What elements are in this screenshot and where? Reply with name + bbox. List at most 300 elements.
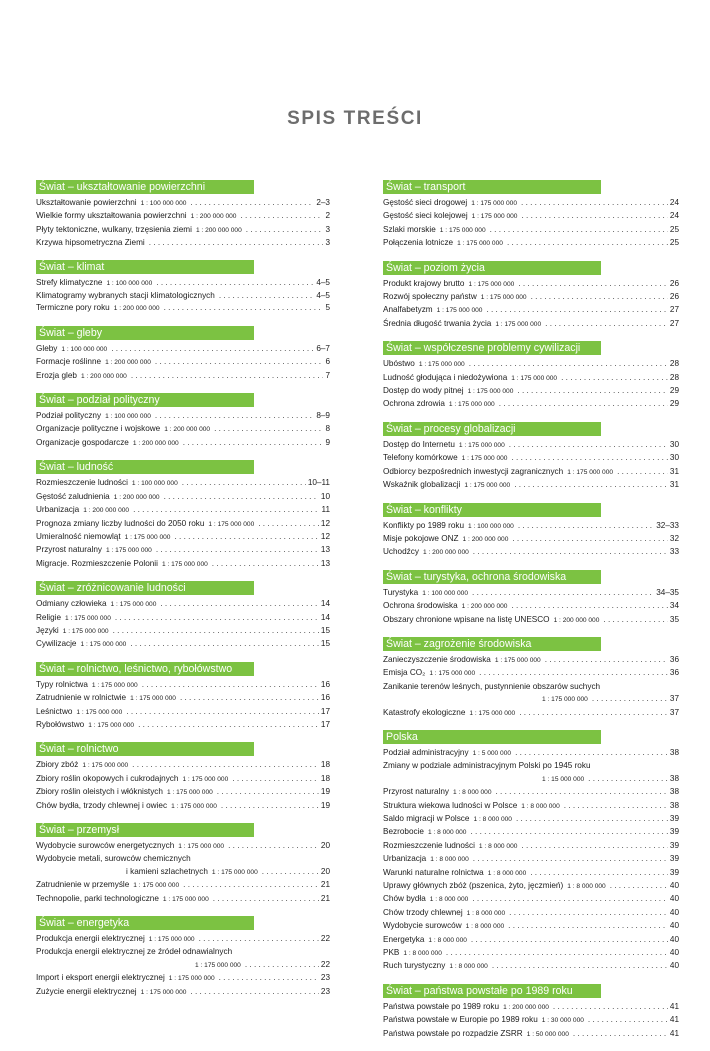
toc-entry[interactable] [36,946,330,958]
toc-entry[interactable] [383,907,679,920]
toc-entry[interactable] [383,533,679,546]
section-header[interactable]: Świat – turystyka, ochrona środowiska [383,570,601,584]
entry-title: Leśnictwo [36,706,73,716]
entry-scale: 1 : 175 000 000 [65,614,111,622]
toc-section [36,326,330,383]
toc-entry[interactable] [36,491,330,504]
dot-leader [592,693,668,705]
toc-section [36,823,330,906]
toc-entry[interactable] [36,679,330,692]
dot-leader [262,866,319,878]
dot-leader [132,759,319,771]
toc-entry[interactable] [383,439,679,452]
toc-entry[interactable] [36,370,330,383]
entry-page-number: 14 [320,612,330,622]
toc-entry[interactable] [36,210,330,223]
entry-page-number: 12 [320,518,330,528]
entry-scale: 1 : 175 000 000 [211,868,258,876]
dot-leader [149,237,324,249]
entry-title: Ochrona środowiska [383,601,458,611]
toc-entry[interactable] [36,423,330,436]
dot-leader [473,853,668,865]
toc-section [383,984,679,1041]
toc-column-right [383,180,679,1051]
entry-title: Państwa powstałe po rozpadzie ZSRR [383,1028,523,1038]
entry-scale: 1 : 8 000 000 [487,869,527,877]
toc-entry[interactable] [36,719,330,732]
entry-title: Struktura wiekowa ludności w Polsce [383,800,518,810]
toc-entry[interactable] [383,813,679,826]
entry-scale: 1 : 200 000 000 [195,226,242,234]
toc-entry-list [36,759,330,813]
toc-entry[interactable] [36,853,330,865]
section-header[interactable]: Świat – gleby [36,326,254,340]
dot-leader [155,410,314,422]
entry-scale: 1 : 175 000 000 [110,601,157,609]
toc-entry[interactable] [383,840,679,853]
entry-scale: 1 : 200 000 000 [422,549,469,557]
entry-page-number: 12 [320,531,330,541]
entry-scale: 1 : 200 000 000 [461,603,508,611]
toc-entry-list [36,197,330,250]
entry-title: Ubóstwo [383,359,415,369]
dot-leader [164,491,319,503]
entry-title: Zanikanie terenów leśnych, pustynnienie obszarów suchych [383,681,601,691]
toc-entry[interactable] [36,800,330,813]
toc-entry[interactable] [383,1001,679,1014]
entry-page-number: 40 [669,948,679,958]
toc-entry[interactable] [36,759,330,772]
toc-section [383,730,679,974]
entry-scale: 1 : 175 000 000 [458,441,505,449]
toc-entry[interactable] [383,826,679,839]
entry-page-number: 3 [325,224,330,234]
dot-leader [479,667,668,679]
toc-entry[interactable] [36,986,330,999]
toc-entry[interactable] [383,385,679,398]
entry-page-number: 27 [669,318,679,328]
dot-leader [495,786,667,798]
toc-entry[interactable] [383,893,679,906]
toc-entry[interactable] [383,614,679,627]
entry-page-number: 20 [320,841,330,850]
toc-section [36,460,330,571]
entry-title: Ukształtowanie powierzchni [36,198,137,207]
toc-entry[interactable] [36,866,330,879]
entry-scale: 1 : 175 000 000 [140,988,187,996]
entry-page-number: 26 [669,292,679,302]
toc-entry[interactable] [36,558,330,571]
toc-entry[interactable] [383,358,679,371]
dot-leader [446,947,668,959]
entry-scale: 1 : 175 000 000 [461,455,508,463]
toc-entry[interactable] [36,706,330,719]
entry-title: Telefony komórkowe [383,453,458,463]
entry-title: Warunki naturalne rolnictwa [383,867,484,877]
toc-entry[interactable] [383,920,679,933]
entry-scale: 1 : 175 000 000 [168,975,215,983]
toc-entry[interactable] [36,237,330,249]
dot-leader [190,986,318,998]
toc-entry[interactable] [383,880,679,893]
dot-leader [115,612,319,624]
dot-leader [174,531,318,543]
toc-entry[interactable] [383,210,679,223]
toc-entry[interactable] [383,304,679,317]
entry-title: Rozmieszczenie ludności [36,478,128,488]
toc-entry[interactable] [383,520,679,533]
dot-leader [199,933,319,945]
dot-leader [182,477,306,489]
toc-entry[interactable] [36,692,330,705]
entry-page-number: 10–11 [307,478,330,488]
entry-title: Obszary chronione wpisane na listę UNESCO [383,614,550,624]
toc-entry[interactable] [383,1028,679,1041]
toc-entry[interactable] [383,667,679,680]
entry-page-number: 16 [320,679,330,689]
entry-title: Odbiorcy bezpośrednich inwestycji zagranicznych [383,466,564,476]
entry-page-number: 14 [320,599,330,609]
toc-entry[interactable] [36,786,330,799]
entry-scale: 1 : 175 000 000 [464,482,511,490]
entry-page-number: 34 [669,601,679,611]
toc-entry[interactable] [383,452,679,465]
entry-title: Urbanizacja [36,505,80,515]
entry-title: Ochrona zdrowia [383,399,445,409]
toc-entry[interactable] [383,654,679,667]
entry-scale: 1 : 175 000 000 [471,213,518,221]
section-header[interactable]: Świat – procesy globalizacji [383,422,601,436]
toc-entry[interactable] [383,224,679,237]
toc-entry[interactable] [383,237,679,250]
entry-page-number: 38 [669,800,679,810]
toc-entry[interactable] [36,302,330,315]
entry-title: Zanieczyszczenie środowiska [383,654,491,664]
toc-entry[interactable] [36,933,330,946]
entry-scale: 1 : 200 000 000 [132,439,179,447]
entry-scale: 1 : 175 000 000 [166,789,213,797]
entry-title: Saldo migracji w Polsce [383,814,470,823]
entry-page-number: 15 [320,639,330,649]
entry-page-number: 6–7 [316,343,330,353]
toc-entry[interactable] [36,972,330,985]
dot-leader [164,302,324,314]
entry-page-number: 4–5 [316,277,330,287]
dot-leader [603,614,667,626]
toc-entry[interactable] [383,853,679,866]
entry-scale: 1 : 200 000 000 [113,493,160,501]
entry-page-number: 23 [320,986,330,996]
toc-entry[interactable] [36,437,330,450]
toc-section [383,570,679,627]
entry-scale: 1 : 8 000 000 [403,950,442,958]
entry-page-number: 15 [320,625,330,635]
entry-page-number: 5 [325,303,330,313]
toc-entry[interactable] [36,477,330,490]
section-header[interactable]: Świat – państwa powstałe po 1989 roku [383,984,601,998]
entry-scale: 1 : 175 000 000 [82,762,129,770]
section-header[interactable]: Świat – ukształtowanie powierzchni [36,180,254,194]
entry-scale: 1 : 100 000 000 [468,522,514,530]
dot-leader [219,290,315,302]
toc-entry-list [383,1001,679,1041]
dot-leader [512,533,668,545]
entry-page-number: 8–9 [316,411,330,421]
entry-scale: 1 : 175 000 000 [469,709,516,717]
entry-scale: 1 : 8 000 000 [478,842,518,850]
entry-scale: 1 : 175 000 000 [162,895,209,903]
dot-leader [490,224,668,236]
entry-scale: 1 : 175 000 000 [494,656,541,664]
section-header[interactable]: Świat – rolnictwo, leśnictwo, rybołówstwo [36,662,254,676]
entry-title: Gęstość zaludnienia [36,491,110,501]
entry-scale: 1 : 175 000 000 [76,708,123,716]
toc-entry[interactable] [383,546,679,559]
toc-entry[interactable] [383,773,679,786]
toc-entry[interactable] [383,707,679,720]
dot-leader [131,370,324,382]
entry-scale: 1 : 175 000 000 [148,936,195,944]
entry-title: Zatrudnienie w rolnictwie [36,693,127,703]
entry-title: Podział administracyjny [383,747,469,757]
entry-page-number: 40 [669,881,679,891]
entry-title: Gęstość sieci kolejowej [383,211,468,221]
toc-entry[interactable] [36,625,330,638]
entry-scale: 1 : 8 000 000 [466,909,506,917]
entry-scale: 1 : 8 000 000 [521,802,560,810]
toc-entry-list [383,439,679,493]
toc-section [36,260,330,316]
entry-page-number: 19 [320,800,330,810]
entry-scale: 1 : 200 000 000 [503,1003,549,1011]
entry-page-number: 31 [669,480,679,490]
entry-scale: 1 : 175 000 000 [208,520,255,528]
entry-page-number: 19 [320,787,330,797]
toc-entry[interactable] [36,410,330,423]
toc-entry[interactable] [36,356,330,369]
toc-entry-list [383,520,679,560]
toc-entry[interactable] [383,934,679,947]
toc-entry[interactable] [36,598,330,611]
section-header[interactable]: Świat – ludność [36,460,254,474]
toc-entry[interactable] [383,947,679,960]
entry-page-number: 40 [669,934,679,944]
entry-page-number: 36 [669,668,679,678]
toc-entry[interactable] [383,372,679,385]
toc-entry[interactable] [383,278,679,291]
toc-entry-list [36,410,330,450]
toc-entry[interactable] [383,466,679,479]
section-header[interactable]: Świat – energetyka [36,916,254,930]
dot-leader [521,840,667,852]
toc-entry[interactable] [383,693,679,706]
toc-entry[interactable] [383,291,679,304]
section-header[interactable]: Świat – rolnictwo [36,742,254,756]
section-header[interactable]: Świat – transport [383,180,601,194]
entry-title: Prognoza zmiany liczby ludności do 2050 roku [36,518,205,528]
entry-page-number: 36 [669,654,679,664]
entry-title: Zmiany w podziale administracyjnym Polski po 1945 roku [383,761,591,771]
toc-entry[interactable] [383,747,679,760]
toc-entry-list [36,477,330,571]
toc-entry[interactable] [36,277,330,290]
entry-scale: 1 : 8 000 000 [429,896,469,904]
dot-leader [258,518,319,530]
entry-title: Zbiory roślin okopowych i cukrodajnych [36,773,179,783]
toc-entry[interactable] [36,518,330,531]
section-header[interactable]: Świat – zróżnicowanie ludności [36,581,254,595]
toc-entry[interactable] [383,786,679,799]
dot-leader [509,907,668,919]
dot-leader [519,707,668,719]
entry-scale: 1 : 8 000 000 [449,963,488,971]
entry-scale: 1 : 8 000 000 [430,856,469,864]
entry-title: Chów bydła [383,894,426,904]
toc-entry-list [383,278,679,332]
section-header[interactable]: Świat – poziom życia [383,261,601,275]
section-header[interactable]: Świat – klimat [36,260,254,274]
dot-leader [545,654,668,666]
entry-scale: 1 : 8 000 000 [473,816,512,823]
entry-page-number: 27 [669,305,679,315]
dot-leader [212,558,319,570]
entry-title: Gęstość sieci drogowej [383,198,468,207]
entry-scale: 1 : 175 000 000 [105,547,152,555]
dot-leader [217,786,319,798]
entry-scale: 1 : 175 000 000 [567,468,614,476]
entry-title: Organizacje polityczne i wojskowe [36,424,161,434]
entry-title: Energetyka [383,934,425,944]
entry-title: Bezrobocie [383,827,424,837]
dot-leader [573,1028,668,1040]
toc-entry[interactable] [36,290,330,302]
toc-entry-list [383,587,679,627]
toc-entry[interactable] [383,867,679,880]
entry-page-number: 33 [669,547,679,557]
entry-page-number: 40 [669,961,679,971]
toc-entry[interactable] [383,197,679,210]
entry-scale: 1 : 200 000 000 [462,535,509,543]
entry-page-number: 2 [325,211,330,221]
section-header[interactable]: Polska [383,730,601,744]
entry-scale: 1 : 175 000 000 [467,388,514,396]
entry-title: Produkcja energii elektrycznej ze źródeł odnawialnych [36,947,233,957]
entry-page-number: 18 [320,773,330,783]
dot-leader [126,706,319,718]
entry-scale: 1 : 175 000 000 [418,361,465,369]
entry-scale: 1 : 175 000 000 [161,560,208,568]
dot-leader [588,773,668,785]
toc-entry[interactable] [383,479,679,492]
entry-scale: 1 : 30 000 000 [541,1017,584,1025]
entry-scale: 1 : 200 000 000 [113,305,160,313]
toc-entry[interactable] [36,197,330,210]
dot-leader [473,546,668,558]
dot-leader [219,972,319,984]
entry-scale: 1 : 175 000 000 [91,681,138,689]
entry-title: Turystyka [383,587,419,597]
toc-entry-list [383,654,679,720]
entry-page-number: 37 [669,694,679,704]
toc-entry-list [36,277,330,316]
toc-entry[interactable] [36,224,330,237]
toc-entry[interactable] [36,612,330,625]
toc-entry[interactable] [383,600,679,613]
entry-title: Uprawy głównych zbóż (pszenica, żyto, jęczmień) [383,881,564,891]
toc-entry[interactable] [383,398,679,411]
entry-title: Formacje roślinne [36,357,102,367]
toc-entry[interactable] [36,531,330,544]
toc-entry[interactable] [383,800,679,813]
toc-section [36,180,330,250]
toc-entry[interactable] [36,959,330,972]
section-header[interactable]: Świat – współczesne problemy cywilizacji [383,341,601,355]
toc-entry[interactable] [36,893,330,906]
section-header[interactable]: Świat – podział polityczny [36,393,254,407]
section-header[interactable]: Świat – konflikty [383,503,601,517]
entry-title: Katastrofy ekologiczne [383,707,466,717]
toc-entry[interactable] [383,318,679,331]
section-header[interactable]: Świat – przemysł [36,823,254,837]
entry-title: Wielkie formy ukształtowania powierzchni [36,211,187,221]
toc-entry[interactable] [36,773,330,786]
entry-page-number: 20 [320,866,330,876]
entry-scale: 1 : 175 000 000 [480,294,527,302]
entry-page-number: 9 [325,437,330,447]
entry-title: Analfabetyzm [383,305,433,315]
toc-entry[interactable] [383,681,679,693]
entry-scale: 1 : 100 000 000 [105,413,151,421]
entry-title: Termiczne pory roku [36,303,110,313]
dot-leader [561,372,668,384]
dot-leader [111,343,314,355]
section-header[interactable]: Świat – zagrożenie środowiska [383,637,601,651]
entry-page-number: 40 [669,894,679,904]
entry-title: i kamieni szlachetnych [126,866,208,876]
entry-page-number: 13 [320,545,330,555]
entry-title: Migracje. Rozmieszczenie Polonii [36,558,158,568]
toc-entry[interactable] [383,960,679,973]
entry-scale: 1 : 175 000 000 [80,641,127,649]
toc-entry[interactable] [36,840,330,853]
entry-scale: 1 : 175 000 000 [511,374,558,382]
toc-entry[interactable] [36,343,330,356]
entry-title: Urbanizacja [383,854,427,864]
toc-entry[interactable] [383,1014,679,1027]
toc-entry[interactable] [383,760,679,772]
toc-entry[interactable] [36,638,330,651]
entry-page-number: 3 [325,238,330,248]
entry-title: Produkcja energii elektrycznej [36,934,145,944]
entry-scale: 1 : 200 000 000 [190,213,237,221]
toc-entry[interactable] [36,879,330,892]
entry-title: Wskaźnik globalizacji [383,480,461,490]
entry-scale: 1 : 200 000 000 [105,359,151,367]
entry-page-number: 39 [669,814,679,823]
entry-page-number: 32 [669,533,679,543]
dot-leader [509,439,668,451]
entry-page-number: 22 [320,959,330,969]
toc-entry[interactable] [36,504,330,517]
entry-page-number: 16 [320,693,330,703]
entry-page-number: 2–3 [316,198,330,207]
toc-section [383,637,679,720]
entry-title: Średnia długość trwania życia [383,318,492,328]
dot-leader [469,358,668,370]
entry-title: Cywilizacje [36,639,77,649]
toc-entry[interactable] [36,544,330,557]
toc-entry[interactable] [383,587,679,600]
